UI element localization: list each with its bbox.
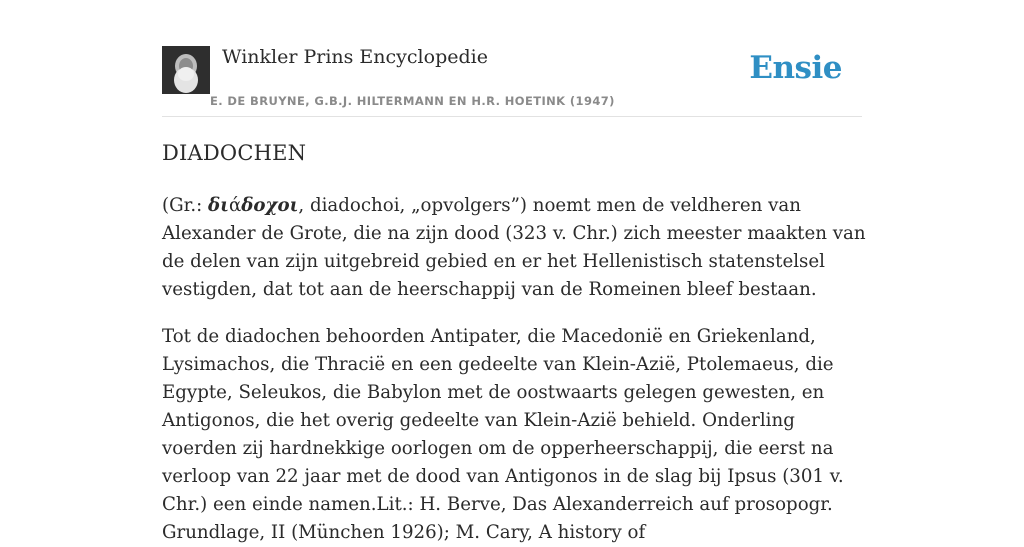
site-title[interactable]: Winkler Prins Encyclopedie: [222, 46, 488, 68]
greek-term-part-b: δοχοι: [241, 195, 299, 216]
greek-prefix: (Gr.:: [162, 195, 209, 216]
entry-paragraph-1: [162, 192, 867, 304]
brand-logo-link[interactable]: Ensie: [749, 50, 842, 86]
greek-term-part-a: δι: [208, 195, 229, 216]
page: [162, 0, 866, 543]
author-avatar: [162, 46, 210, 94]
greek-term: [208, 195, 298, 216]
paragraph-1-text: , diadochoi, „opvolgers”) noemt men de veldheren van Alexander de Grote, die na zijn dood (323 v. Chr.) zich meester maakten van de delen van zijn uitgebreid gebied en er het Hellenistisch statenstelsel vestigden, dat tot aan de heerschappij van de Romeinen bleef bestaan.: [162, 195, 866, 300]
header: [162, 0, 862, 117]
authors-byline: E. DE BRUYNE, G.B.J. HILTERMANN EN H.R. HOETINK (1947): [210, 94, 615, 108]
entry-paragraph-2: [162, 323, 867, 547]
paragraph-2-text: Tot de diadochen behoorden Antipater, die Macedonië en Griekenland, Lysimachos, die Thracië en een gedeelte van Klein-Azië, Ptolemaeus, die Egypte, Seleukos, die Babylon met de oostwaarts gelegen gewesten, en Antigonos, die het overig gedeelte van Klein-Azië behield. Onderling voerden zij hardnekkige oorlogen om de opperheerschappij, die eerst na verloop van 22 jaar met de dood van Antigonos in de slag bij Ipsus (301 v. Chr.) een einde namen.Lit.: H. Berve, Das Alexanderreich auf prosopogr. Grundlage, II (München 1926); M. Cary, A history of: [162, 326, 844, 543]
greek-term-accent: ά: [228, 195, 242, 216]
entry-title: DIADOCHEN: [162, 141, 307, 165]
